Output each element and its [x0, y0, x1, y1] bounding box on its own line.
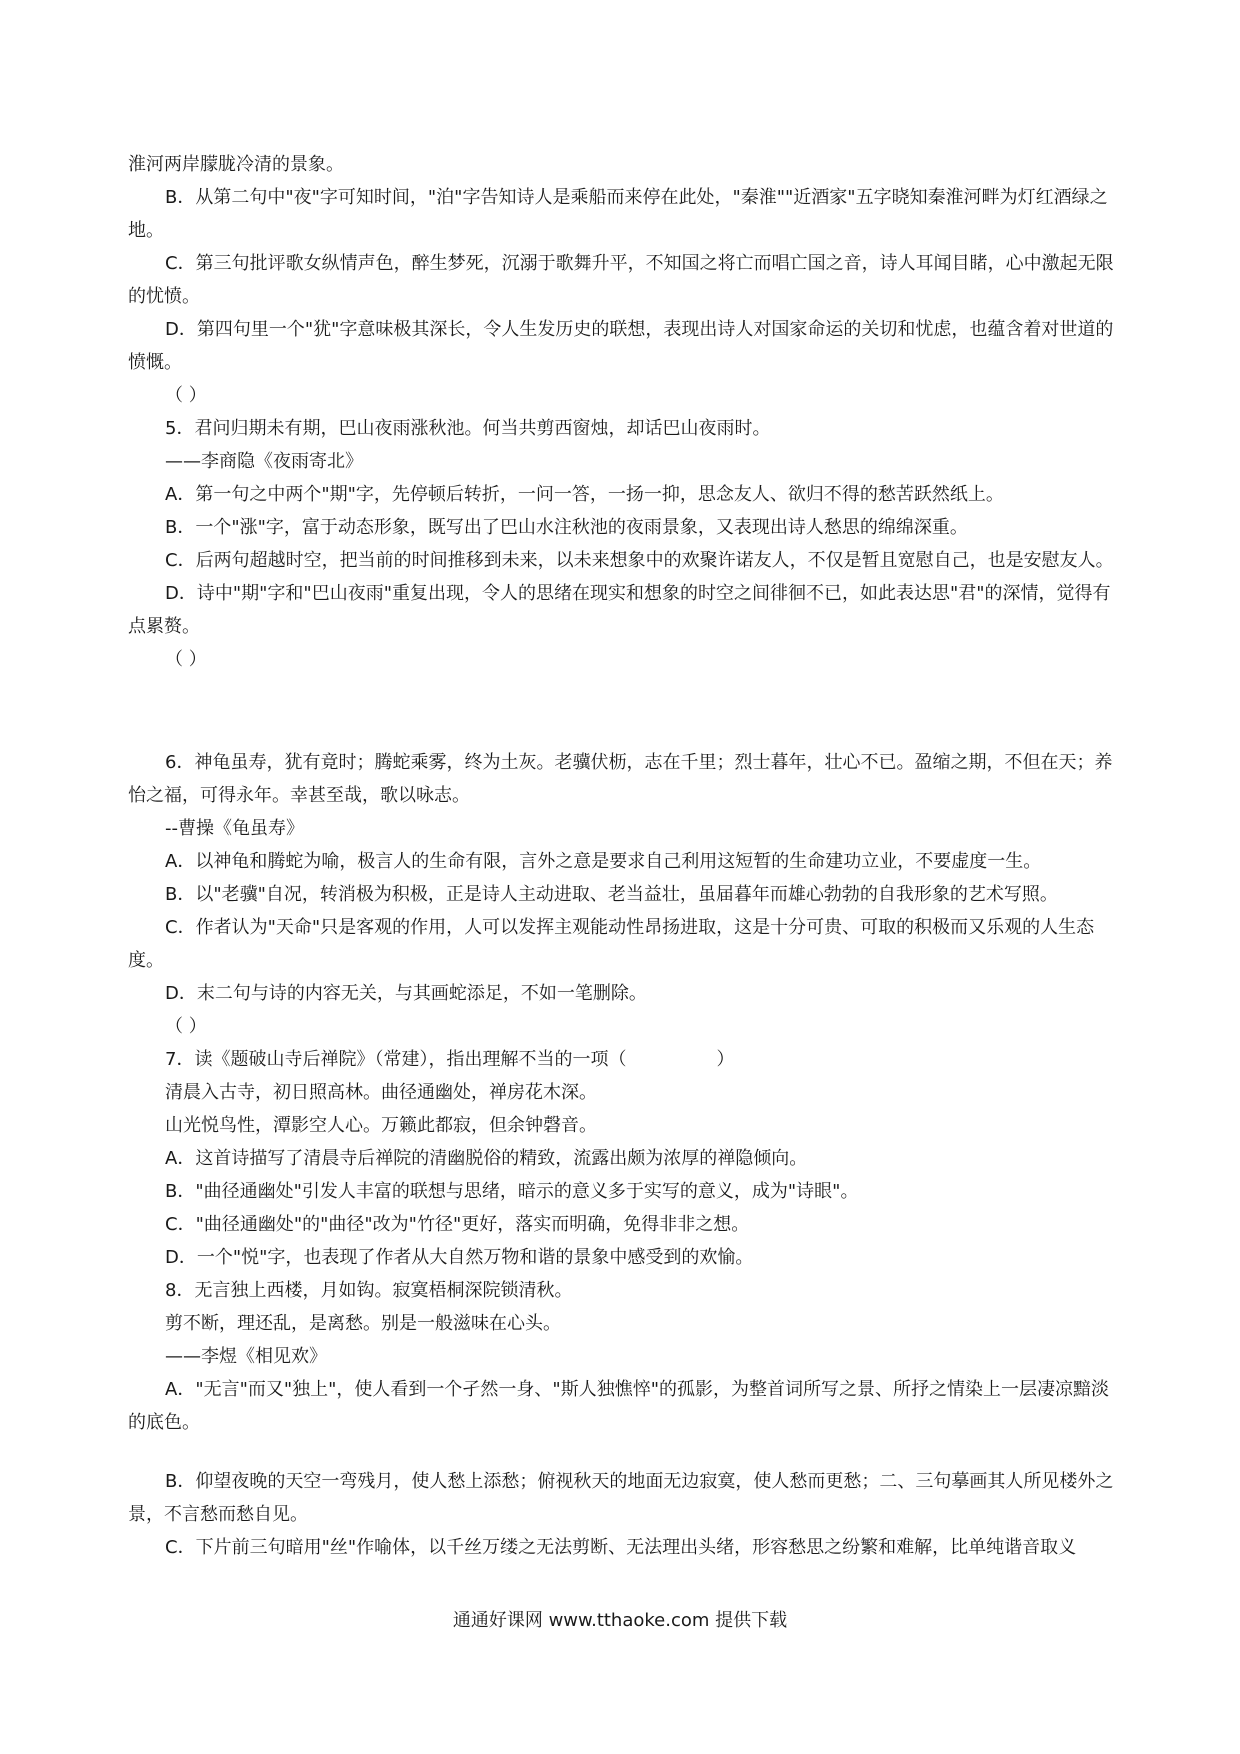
option-c-q4: C．第三句批评歌女纵情声色，醉生梦死，沉溺于歌舞升平，不知国之将亡而唱亡国之音，诗人耳闻目睹，心中激起无限的忧愤。: [128, 253, 1114, 307]
option-c-q8: C．下片前三句暗用"丝"作喻体，以千丝万缕之无法剪断、无法理出头绪，形容愁思之纷繁和难解，比单纯谐音取义: [165, 1537, 1077, 1558]
option-d-q7: D．一个"悦"字，也表现了作者从大自然万物和谐的景象中感受到的欢愉。: [165, 1247, 754, 1268]
text-line: 淮河两岸朦胧冷清的景象。: [128, 154, 344, 175]
option-b-q6: B．以"老骥"自况，转消极为积极，正是诗人主动进取、老当益壮，虽届暮年而雄心勃勃的自我形象的艺术写照。: [165, 884, 1058, 905]
question-7: 7．读《题破山寺后禅院》（常建），指出理解不当的一项（ ）: [165, 1049, 735, 1070]
option-a-q7: A．这首诗描写了清晨寺后禅院的清幽脱俗的精致，流露出颇为浓厚的禅隐倾向。: [165, 1148, 808, 1169]
question-8: 8．无言独上西楼，月如钩。寂寞梧桐深院锁清秋。: [165, 1280, 573, 1301]
option-a-q5: A．第一句之中两个"期"字，先停顿后转折，一问一答，一扬一抑，思念友人、欲归不得的愁苦跃然纸上。: [165, 484, 1004, 505]
option-b-q7: B．"曲径通幽处"引发人丰富的联想与思绪，暗示的意义多于实写的意义，成为"诗眼"。: [165, 1181, 859, 1202]
question-5: 5．君问归期未有期，巴山夜雨涨秋池。何当共剪西窗烛，却话巴山夜雨时。: [165, 418, 771, 439]
option-b-q8: B．仰望夜晚的天空一弯残月，使人愁上添愁；俯视秋天的地面无边寂寞，使人愁而更愁；二、三句摹画其人所见楼外之景，不言愁而愁自见。: [128, 1471, 1114, 1525]
spacer: [128, 676, 1118, 746]
poem-source: --曹操《龟虽寿》: [165, 818, 304, 839]
poem-line: 清晨入古寺，初日照高林。曲径通幽处，禅房花木深。: [165, 1082, 597, 1103]
option-a-q8: A．"无言"而又"独上"，使人看到一个孑然一身、"斯人独憔悴"的孤影，为整首词所写之景、所抒之情染上一层凄凉黯淡的底色。: [128, 1379, 1109, 1433]
answer-blank: （ ）: [165, 1016, 207, 1037]
poem-source: ——李商隐《夜雨寄北》: [165, 451, 363, 472]
page-content: [128, 148, 1118, 1564]
option-b-q4: B．从第二句中"夜"字可知时间，"泊"字告知诗人是乘船而来停在此处，"秦淮""近酒家"五字晓知秦淮河畔为灯红酒绿之地。: [128, 187, 1108, 241]
option-d-q5: D．诗中"期"字和"巴山夜雨"重复出现，令人的思绪在现实和想象的时空之间徘徊不已，如此表达思"君"的深情，觉得有点累赘。: [128, 583, 1111, 637]
option-c-q5: C．后两句超越时空，把当前的时间推移到未来，以未来想象中的欢聚许诺友人，不仅是暂且宽慰自己，也是安慰友人。: [165, 550, 1114, 571]
option-d-q6: D．末二句与诗的内容无关，与其画蛇添足，不如一笔删除。: [165, 983, 647, 1004]
answer-blank: （ ）: [165, 385, 207, 406]
option-c-q6: C．作者认为"天命"只是客观的作用，人可以发挥主观能动性昂扬进取，这是十分可贵、可取的积极而又乐观的人生态度。: [128, 917, 1095, 971]
option-a-q6: A．以神龟和腾蛇为喻，极言人的生命有限，言外之意是要求自己利用这短暂的生命建功立业，不要虚度一生。: [165, 851, 1042, 872]
question-6: 6．神龟虽寿，犹有竟时；腾蛇乘雾，终为土灰。老骥伏枥，志在千里；烈士暮年，壮心不已。盈缩之期，不但在天；养怡之福，可得永年。幸甚至哉，歌以咏志。: [128, 752, 1113, 806]
option-b-q5: B．一个"涨"字，富于动态形象，既写出了巴山水注秋池的夜雨景象，又表现出诗人愁思的绵绵深重。: [165, 517, 968, 538]
poem-line: 山光悦鸟性，潭影空人心。万籁此都寂，但余钟磬音。: [165, 1115, 597, 1136]
page-footer: 通通好课网 www.tthaoke.com 提供下载: [452, 1610, 788, 1631]
option-c-q7: C．"曲径通幽处"的"曲径"改为"竹径"更好，落实而明确，免得非非之想。: [165, 1214, 750, 1235]
poem-source: ——李煜《相见欢》: [165, 1346, 327, 1367]
answer-blank: （ ）: [165, 649, 207, 670]
poem-line: 剪不断，理还乱，是离愁。别是一般滋味在心头。: [165, 1313, 561, 1334]
spacer: [128, 1439, 1118, 1465]
option-d-q4: D．第四句里一个"犹"字意味极其深长，令人生发历史的联想，表现出诗人对国家命运的关切和忧虑，也蕴含着对世道的愤慨。: [128, 319, 1114, 373]
